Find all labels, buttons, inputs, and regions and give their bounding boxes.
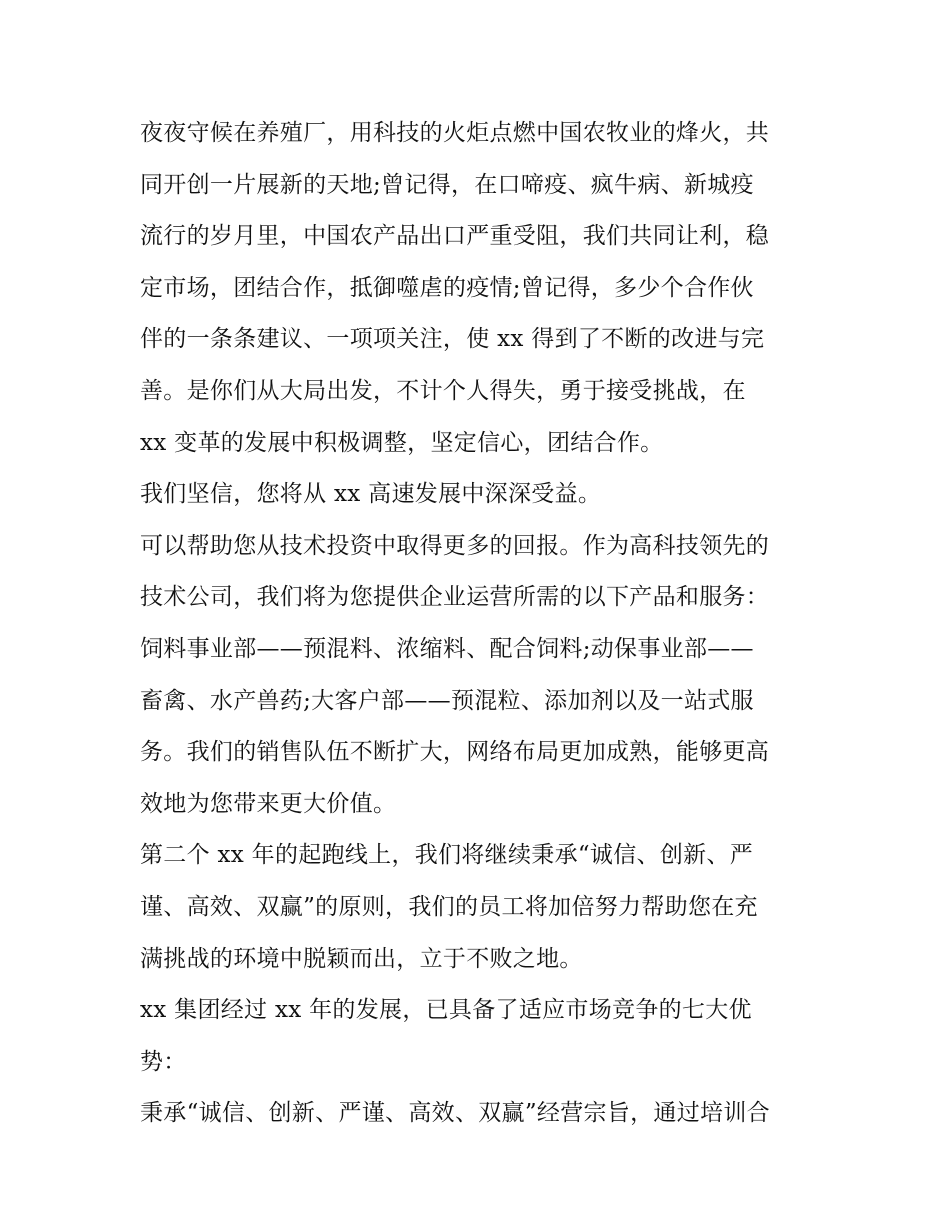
text-line: 可以帮助您从技术投资中取得更多的回报。作为高科技领先的 (140, 532, 770, 559)
text-line: 夜夜守候在养殖厂，用科技的火炬点燃中国农牧业的烽火，共 (140, 120, 770, 146)
text-line: 第二个 xx 年的起跑线上，我们将继续秉承“诚信、创新、严 (140, 842, 754, 869)
text-line: 效地为您带来更大价值。 (140, 790, 397, 817)
text-line: 流行的岁月里，中国农产品出口严重受阻，我们共同让利，稳 (140, 223, 770, 250)
text-line: 善。是你们从大局出发，不计个人得失，勇于接受挑战，在 (140, 377, 746, 404)
text-line: 伴的一条条建议、一项项关注，使 xx 得到了不断的改进与完 (140, 326, 765, 353)
text-line: xx 变革的发展中积极调整，坚定信心，团结合作。 (140, 429, 664, 456)
text-line: 同开创一片展新的天地;曾记得，在口啼疫、疯牛病、新城疫 (140, 171, 754, 198)
document-body (140, 108, 820, 1140)
text-line: 势： (140, 1048, 187, 1075)
text-line: 技术公司，我们将为您提供企业运营所需的以下产品和服务： (140, 584, 770, 611)
text-line: 秉承“诚信、创新、严谨、高效、双赢”经营宗旨，通过培训合 (140, 1100, 770, 1127)
text-line: 谨、高效、双赢”的原则，我们的员工将加倍努力帮助您在充 (140, 893, 758, 920)
text-line: 饲料事业部——预混料、浓缩料、配合饲料;动保事业部—— (140, 635, 754, 662)
text-line: 定市场，团结合作，抵御噬虐的疫情;曾记得，多少个合作伙 (140, 274, 754, 301)
text-line: 务。我们的销售队伍不断扩大，网络布局更加成熟，能够更高 (140, 739, 770, 766)
text-line: 满挑战的环境中脱颖而出，立于不败之地。 (140, 945, 583, 972)
text-line: xx 集团经过 xx 年的发展，已具备了适应市场竞争的七大优 (140, 997, 752, 1024)
text-line: 畜禽、水产兽药;大客户部——预混粒、添加剂以及一站式服 (140, 687, 754, 714)
text-line: 我们坚信，您将从 xx 高速发展中深深受益。 (140, 481, 602, 508)
